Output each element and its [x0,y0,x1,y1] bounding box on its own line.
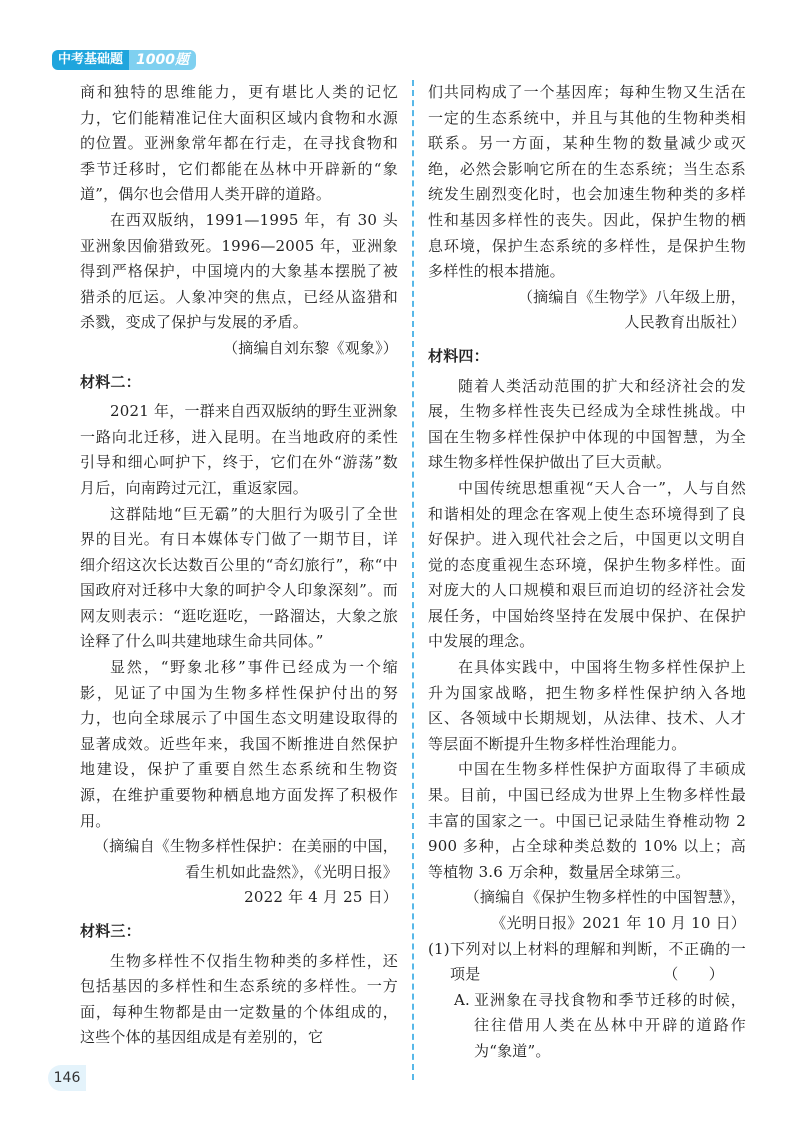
source-citation: （摘编自刘东黎《观象》） [223,338,398,357]
material-two-heading: 材料二： [80,372,141,391]
option-label: A. [454,990,471,1009]
paragraph: 中国在生物多样性保护方面取得了丰硕成果。目前，中国已经成为世界上生物多样性最丰富的国家之一。中国已记录陆生脊椎动物 2 900 多种，占全球种类总数的 10% 以上；高等植物 3.6 万余种，数量居全球第三。 [428,760,746,881]
source-citation: （摘编自《保护生物多样性的中国智慧》， [464,888,746,907]
source-citation: 看生机如此盎然》，《光明日报》 [184,862,398,881]
paragraph: 这群陆地“巨无霸”的大胆行为吸引了全世界的目光。有日本媒体专门做了一期节目，详细介绍这次长达数百公里的“奇幻旅行”，称“中国政府对迁移中大象的呵护令人印象深刻”。而网友则表示：“逛吃逛吃，一路溜达，大象之旅诠释了什么叫共建地球生命共同体。” [80,504,398,651]
paragraph: 们共同构成了一个基因库；每种生物又生活在一定的生态系统中，并且与其他的生物种类相联系。另一方面，某种生物的数量减少或灭绝，必然会影响它所在的生态系统；当生态系统发生剧烈变化时，也会加速生物种类的多样性和基因多样性的丧失。因此，保护生物的栖息环境，保护生态系统的多样性，是保护生物多样性的根本措施。 [428,83,746,281]
source-citation: （摘编自《生物学》八年级上册， [517,287,746,306]
paragraph: 中国传统思想重视“天人合一”，人与自然和谐相处的理念在客观上使生态环境得到了良好保护。进入现代社会之后，中国更以文明自觉的态度重视生态环境，保护生物多样性。面对庞大的人口规模和艰巨而迫切的经济社会发展任务，中国始终坚持在发展中保护、在保护中发展的理念。 [428,478,746,651]
option-a [454,988,746,1065]
left-column [80,80,398,1051]
question-text: 下列对以上材料的理解和判断，不正确的一项是 [450,939,746,984]
source-citation: 《光明日报》2021 年 10 月 10 日） [491,914,746,932]
material-four-heading: 材料四： [428,346,489,365]
book-header-badge [52,50,196,70]
right-column [428,80,746,1065]
page-number: 146 [48,1065,86,1091]
paragraph: 在具体实践中，中国将生物多样性保护上升为国家战略，把生物多样性保护纳入各地区、各领域中长期规划，从法律、技术、人才等层面不断提升生物多样性治理能力。 [428,658,746,753]
header-series-label: 中考基础题 [52,50,129,70]
paragraph: 生物多样性不仅指生物种类的多样性，还包括基因的多样性和生态系统的多样性。一方面，每种生物都是由一定数量的个体组成的，这些个体的基因组成是有差别的，它 [80,951,398,1047]
paragraph: 在西双版纳，1991—1995 年，有 30 头亚洲象因偷猎致死。1996—2005 年，亚洲象得到严格保护，中国境内的大象基本摆脱了被猎杀的厄运。人象冲突的焦点，已经从盗猎和杀戮，变成了保护与发展的矛盾。 [80,210,398,332]
option-text: 亚洲象在寻找食物和季节迁移的时候，往往借用人类在丛林中开辟的道路作为“象道”。 [474,990,746,1060]
paragraph: 商和独特的思维能力，更有堪比人类的记忆力，它们能精准记住大面积区域内食物和水源的位置。亚洲象常年都在行走，在寻找食物和季节迁移时，它们都能在丛林中开辟新的“象道”，偶尔也会借用人类开辟的道路。 [80,83,398,204]
source-citation: 2022 年 4 月 25 日） [244,888,398,907]
answer-blank: （ ） [663,965,724,984]
paragraph: 随着人类活动范围的扩大和经济社会的发展，生物多样性丧失已经成为全球性挑战。中国在生物多样性保护中体现的中国智慧，为全球生物多样性保护做出了巨大贡献。 [428,376,746,472]
question-1 [428,937,746,988]
material-three-heading: 材料三： [80,922,141,940]
source-citation: （摘编自《生物多样性保护：在美丽的中国， [93,837,398,856]
column-divider [412,80,414,1080]
header-count-label: 1000题 [129,50,196,70]
source-citation: 人民教育出版社） [624,313,746,332]
paragraph: 显然，“野象北移”事件已经成为一个缩影，见证了中国为生物多样性保护付出的努力，也向全球展示了中国生态文明建设取得的显著成效。近些年来，我国不断推进自然保护地建设，保护了重要自然生态系统和生物资源，在维护重要物种栖息地方面发挥了积极作用。 [80,658,398,830]
question-number: (1) [428,939,450,958]
paragraph: 2021 年，一群来自西双版纳的野生亚洲象一路向北迁移，进入昆明。在当地政府的柔性引导和细心呵护下，终于，它们在外“游荡”数月后，向南跨过元江，重返家园。 [80,402,398,497]
